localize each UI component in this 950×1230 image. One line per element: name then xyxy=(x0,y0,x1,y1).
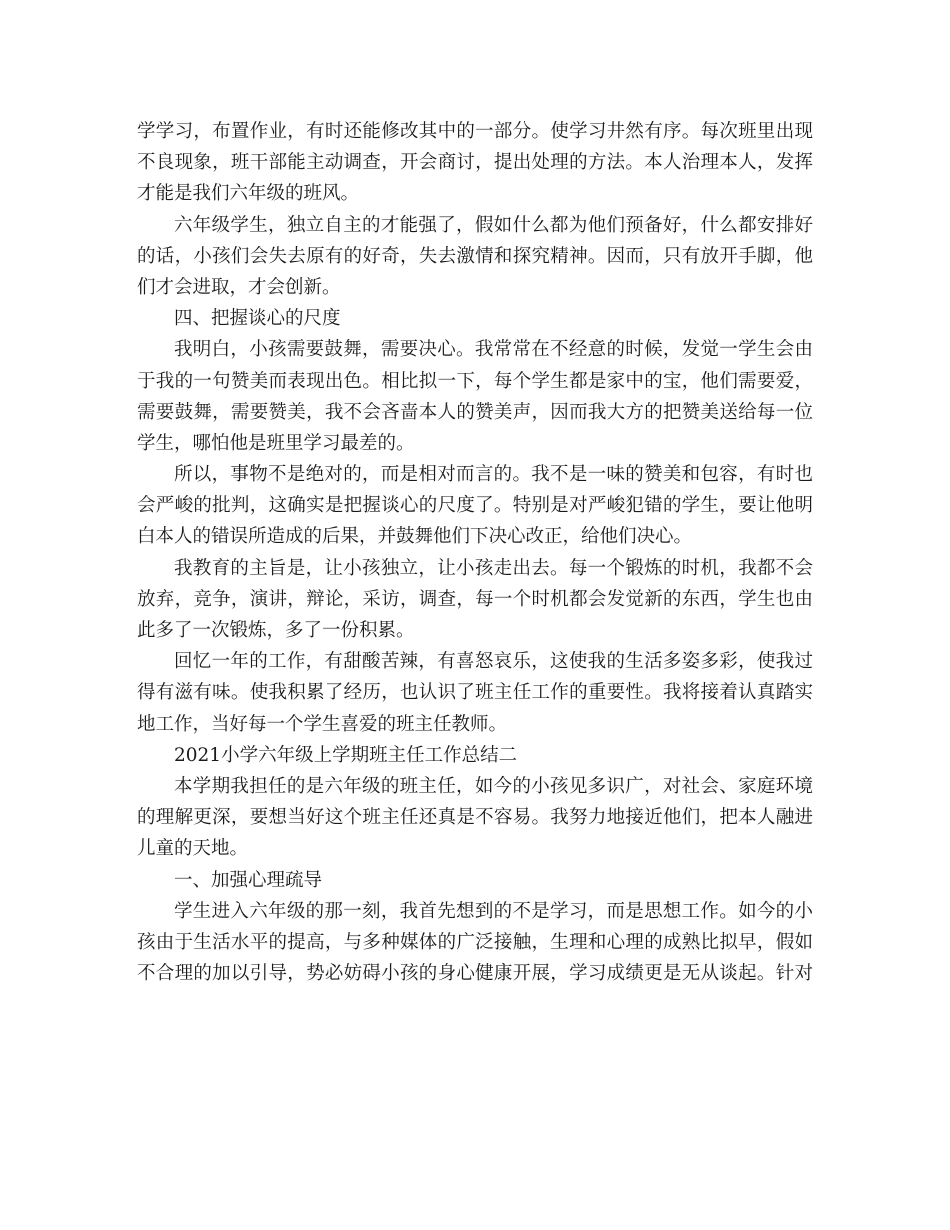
text-line: 不合理的加以引导，势必妨碍小孩的身心健康开展，学习成绩更是无从谈起。针对 xyxy=(137,963,813,985)
text-line: 孩由于生活水平的提高，与多种媒体的广泛接触，生理和心理的成熟比拟早，假如 xyxy=(137,931,813,953)
text-line: 们才会进取，才会创新。 xyxy=(137,276,341,298)
text-line: 放弃，竞争，演讲，辩论，采访，调查，每一个时机都会发觉新的东西，学生也由 xyxy=(137,588,813,610)
text-line: 会严峻的批判，这确实是把握谈心的尺度了。特别是对严峻犯错的学生，要让他明 xyxy=(137,495,813,517)
text-line: 回忆一年的工作，有甜酸苦辣，有喜怒哀乐，这使我的生活多姿多彩，使我过 xyxy=(174,651,813,673)
text-line: 地工作，当好每一个学生喜爱的班主任教师。 xyxy=(137,713,508,735)
text-line: 我明白，小孩需要鼓舞，需要决心。我常常在不经意的时候，发觉一学生会由 xyxy=(174,339,813,361)
text-line: 于我的一句赞美而表现出色。相比拟一下，每个学生都是家中的宝，他们需要爱， xyxy=(137,370,813,392)
text-line: 需要鼓舞，需要赞美，我不会吝啬本人的赞美声，因而我大方的把赞美送给每一位 xyxy=(137,401,813,423)
text-line: 2021小学六年级上学期班主任工作总结二 xyxy=(174,744,518,766)
text-line: 此多了一次锻炼，多了一份积累。 xyxy=(137,620,415,641)
text-line: 一、加强心理疏导 xyxy=(174,869,323,891)
text-line: 得有滋有味。使我积累了经历，也认识了班主任工作的重要性。我将接着认真踏实 xyxy=(137,682,813,704)
text-line: 学生进入六年级的那一刻，我首先想到的不是学习，而是思想工作。如今的小 xyxy=(174,900,813,922)
text-line: 我教育的主旨是，让小孩独立，让小孩走出去。每一个锻炼的时机，我都不会 xyxy=(174,557,813,579)
document-body xyxy=(137,116,813,989)
text-line: 六年级学生，独立自主的才能强了，假如什么都为他们预备好，什么都安排好 xyxy=(174,214,813,236)
text-line: 儿童的天地。 xyxy=(137,838,249,860)
text-line: 所以，事物不是绝对的，而是相对而言的。我不是一味的赞美和包容，有时也 xyxy=(174,464,813,486)
text-line: 学生，哪怕他是班里学习最差的。 xyxy=(137,432,415,454)
text-line: 才能是我们六年级的班风。 xyxy=(137,183,360,205)
text-line: 的理解更深，要想当好这个班主任还真是不容易。我努力地接近他们，把本人融进 xyxy=(137,807,813,829)
text-line: 本学期我担任的是六年级的班主任，如今的小孩见多识广，对社会、家庭环境 xyxy=(174,775,813,797)
text-line: 白本人的错误所造成的后果，并鼓舞他们下决心改正，给他们决心。 xyxy=(137,526,693,548)
text-line: 不良现象，班干部能主动调查，开会商讨，提出处理的方法。本人治理本人，发挥 xyxy=(137,152,813,174)
text-line: 的话，小孩们会失去原有的好奇，失去激情和探究精神。因而，只有放开手脚，他 xyxy=(137,245,813,267)
text-line: 学学习，布置作业，有时还能修改其中的一部分。使学习井然有序。每次班里出现 xyxy=(137,121,813,142)
text-line: 四、把握谈心的尺度 xyxy=(174,308,341,330)
